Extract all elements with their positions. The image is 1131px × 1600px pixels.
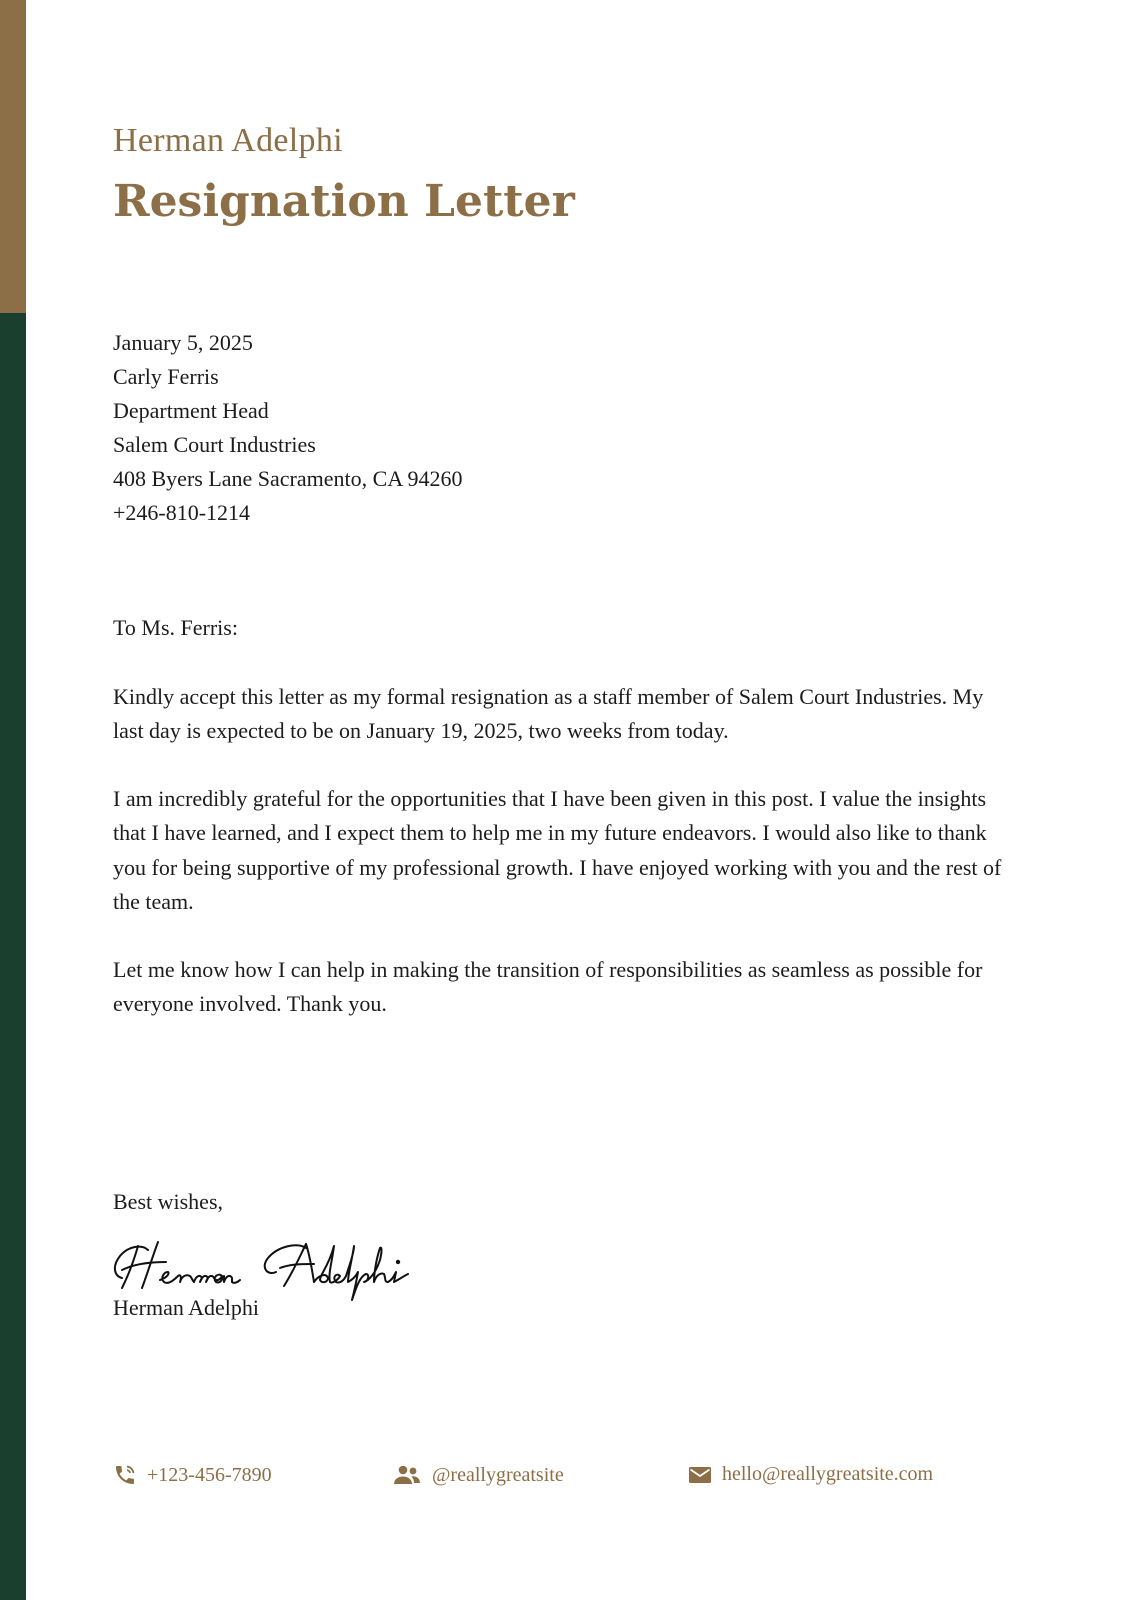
body-paragraph-3: Let me know how I can help in making the transition of responsibilities as seamless as possible for everyone involved. Thank you.: [113, 957, 983, 1017]
footer-phone: [113, 1463, 272, 1487]
signer-name: Herman Adelphi: [113, 1295, 260, 1320]
recipient-address: 408 Byers Lane Sacramento, CA 94260: [113, 466, 463, 491]
body-paragraph-1: Kindly accept this letter as my formal resignation as a staff member of Salem Court Industries. My last day is expected to be on January 19, 2025, two weeks from today.: [113, 684, 984, 744]
footer-social: [392, 1463, 564, 1487]
salutation: To Ms. Ferris:: [113, 615, 238, 640]
side-accent-bar-brown: [0, 0, 26, 313]
footer-phone-text: +123-456-7890: [147, 1463, 272, 1486]
people-icon: [392, 1463, 422, 1487]
page-title: Resignation Letter: [113, 176, 575, 227]
footer-email: [688, 1463, 933, 1486]
recipient-phone: +246-810-1214: [113, 500, 251, 525]
handwritten-signature: [108, 1232, 428, 1302]
envelope-icon: [688, 1464, 712, 1486]
footer-email-text: hello@reallygreatsite.com: [722, 1463, 934, 1485]
header-name: Herman Adelphi: [113, 122, 343, 159]
phone-icon: [113, 1463, 137, 1487]
footer-social-text: @reallygreatsite: [432, 1463, 564, 1486]
recipient-name: Carly Ferris: [113, 364, 219, 389]
recipient-position: Department Head: [113, 398, 269, 423]
recipient-block: [113, 326, 463, 530]
valediction: Best wishes,: [113, 1189, 223, 1214]
recipient-company: Salem Court Industries: [113, 432, 316, 457]
letter-date: January 5, 2025: [113, 330, 253, 355]
side-accent-bar-green: [0, 313, 26, 1600]
body-paragraph-2: I am incredibly grateful for the opportunities that I have been given in this post. I value the insights that I have learned, and I expect them to help me in my future endeavors. I would also like to thank you for being supportive of my professional growth. I have enjoyed working with you and the rest of the team.: [113, 786, 1002, 914]
